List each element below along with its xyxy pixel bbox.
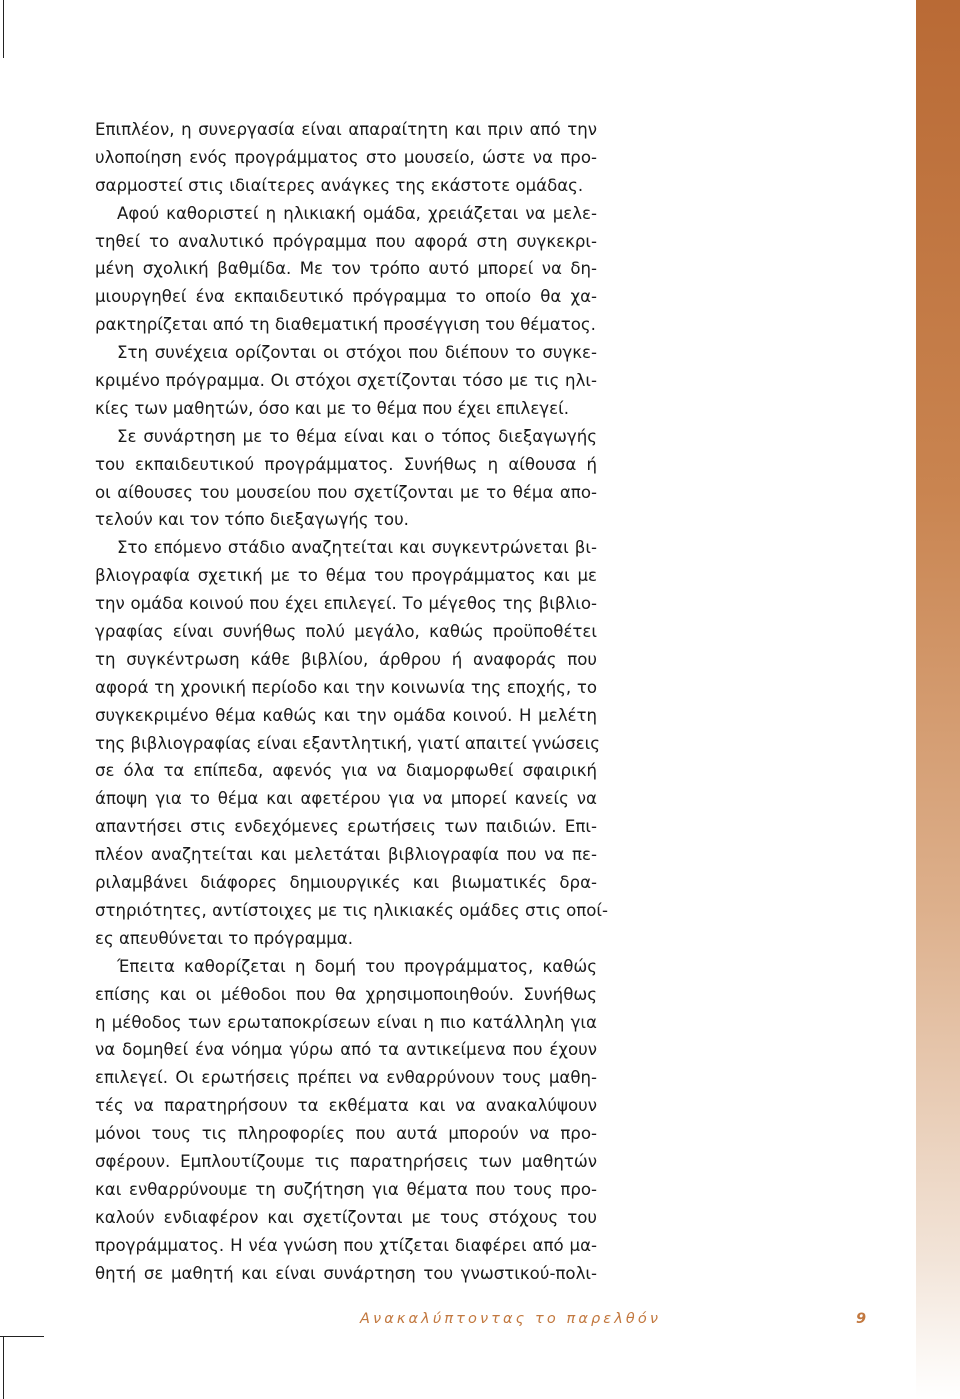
body-line: σφέρουν. Εμπλουτίζουμε τις παρατηρήσεις των μαθητών [95,1151,597,1171]
body-line: του εκπαιδευτικού προγράμματος. Συνήθως η αίθουσα ή [95,454,597,474]
body-line: ριλαμβάνει διάφορες δημιουργικές και βιωματικές δρα- [95,873,597,893]
body-line: μιουργηθεί ένα εκπαιδευτικό πρόγραμμα το οποίο θα χα- [95,287,597,307]
body-line: κίες των μαθητών, όσο και με το θέμα που έχει επιλεγεί. [95,398,569,418]
body-line: σε όλα τα επίπεδα, αφενός για να διαμορφωθεί σφαιρική [95,761,597,781]
body-line: άποψη για το θέμα και αφετέρου για να μπορεί κανείς να [95,789,597,809]
body-line: θητή σε μαθητή και είναι συνάρτηση του γνωστικού-πολι- [95,1263,597,1283]
body-line: ρακτηρίζεται από τη διαθεματική προσέγγιση του θέματος. [95,315,596,335]
body-line: βλιογραφία σχετική με το θέμα του προγράμματος και με [95,566,597,586]
body-line: τηθεί το αναλυτικό πρόγραμμα που αφορά στη συγκεκρι- [95,231,597,251]
crop-mark-bottom-horizontal [0,1336,44,1337]
crop-mark-bottom-vertical [3,1336,4,1399]
body-line: η μέθοδος των ερωταποκρίσεων είναι η πιο κατάλληλη για [95,1012,597,1032]
body-text [95,116,609,1287]
body-line: επίσης και οι μέθοδοι που θα χρησιμοποιηθούν. Συνήθως [95,984,597,1004]
body-line: Επιπλέον, η συνεργασία είναι απαραίτητη και πριν από την [95,120,597,139]
body-line: αφορά τη χρονική περίοδο και την κοινωνία της εποχής, το [95,677,597,697]
body-line: καλούν ενδιαφέρον και σχετίζονται με τους στόχους του [95,1207,597,1227]
crop-mark-top [3,0,4,58]
running-title: Ανακαλύπτοντας το παρελθόν [360,1311,662,1327]
body-line: προγράμματος. Η νέα γνώση που χτίζεται διαφέρει από μα- [95,1235,597,1255]
body-line: υλοποίηση ενός προγράμματος στο μουσείο, ώστε να προ- [95,147,597,167]
body-line: οι αίθουσες του μουσείου που σχετίζονται με το θέμα απο- [95,482,597,502]
body-line: Αφού καθοριστεί η ηλικιακή ομάδα, χρειάζεται να μελε- [117,203,597,223]
body-line: σαρμοστεί στις ιδιαίτερες ανάγκες της εκάστοτε ομάδας. [95,175,584,195]
body-line: πλέον αναζητείται και μελετάται βιβλιογραφία που να πε- [95,845,597,865]
body-line: Στη συνέχεια ορίζονται οι στόχοι που διέπουν το συγκε- [117,343,597,363]
body-line: επιλεγεί. Οι ερωτήσεις πρέπει να ενθαρρύνουν τους μαθη- [95,1068,597,1088]
body-line: Έπειτα καθορίζεται η δομή του προγράμματος, καθώς [117,956,597,976]
decorative-side-band [916,0,960,1399]
body-line: τελούν και τον τόπο διεξαγωγής του. [95,510,409,530]
body-line: ες απευθύνεται το πρόγραμμα. [95,928,354,948]
body-line: να δομηθεί ένα νόημα γύρω από τα αντικείμενα που έχουν [95,1040,597,1060]
body-line: κριμένο πρόγραμμα. Οι στόχοι σχετίζονται τόσο με τις ηλι- [95,371,597,391]
body-line: στηριότητες, αντίστοιχες με τις ηλικιακές ομάδες στις οποί- [95,900,609,920]
body-line: γραφίας είναι συνήθως πολύ μεγάλο, καθώς προϋποθέτει [95,622,597,642]
body-line: και ενθαρρύνουμε τη συζήτηση για θέματα που τους προ- [95,1179,597,1199]
body-line: μόνοι τους τις πληροφορίες που αυτά μπορούν να προ- [95,1124,597,1144]
body-line: Σε συνάρτηση με το θέμα είναι και ο τόπος διεξαγωγής [117,426,597,446]
page-number: 9 [856,1311,867,1327]
body-line: την ομάδα κοινού που έχει επιλεγεί. Το μέγεθος της βιβλιο- [95,594,597,614]
body-line: απαντήσει στις ενδεχόμενες ερωτήσεις των παιδιών. Επι- [95,817,597,837]
body-line: τη συγκέντρωση κάθε βιβλίου, άρθρου ή αναφοράς που [95,649,597,669]
body-line: συγκεκριμένο θέμα καθώς και την ομάδα κοινού. Η μελέτη [95,705,597,725]
body-line: τές να παρατηρήσουν τα εκθέματα και να ανακαλύψουν [95,1096,597,1116]
body-line: της βιβλιογραφίας είναι εξαντλητική, γιατί απαιτεί γνώσεις [95,733,601,753]
body-line: μένη σχολική βαθμίδα. Με τον τρόπο αυτό μπορεί να δη- [95,259,597,279]
body-line: Στο επόμενο στάδιο αναζητείται και συγκεντρώνεται βι- [117,538,597,558]
